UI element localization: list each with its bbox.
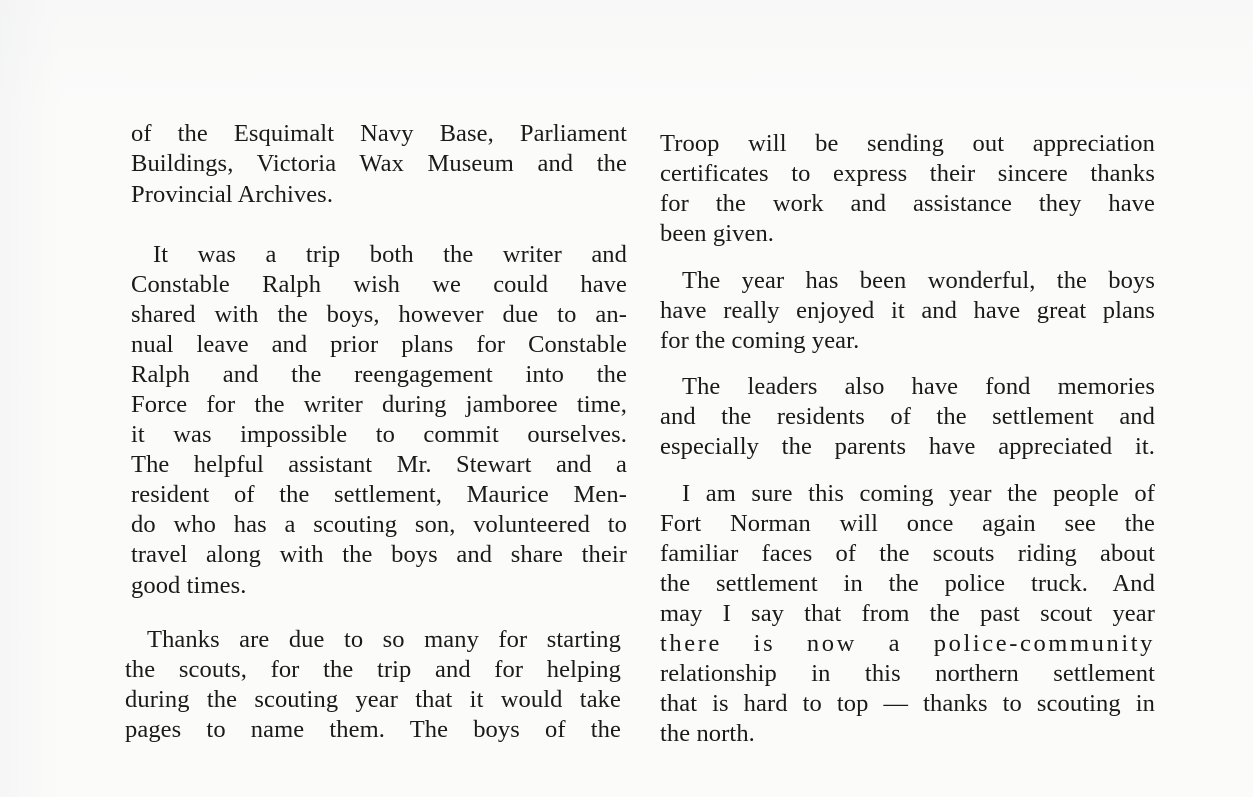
text-line: of the Esquimalt Navy Base, Parliament — [131, 120, 627, 147]
text-line: that is hard to top — thanks to scouting in — [660, 690, 1155, 717]
text-line: The helpful assistant Mr. Stewart and a — [131, 451, 627, 478]
text-line: may I say that from the past scout year — [660, 600, 1155, 627]
text-line: the scouts, for the trip and for helping — [125, 656, 621, 683]
text-line: travel along with the boys and share their — [131, 541, 627, 568]
text-line: there is now a police-community — [660, 630, 1155, 657]
text-line: especially the parents have appreciated it. — [660, 433, 1155, 460]
text-line: familiar faces of the scouts riding about — [660, 540, 1155, 567]
text-line: and the residents of the settlement and — [660, 403, 1155, 430]
text-line: during the scouting year that it would take — [125, 686, 621, 713]
text-line: I am sure this coming year the people of — [682, 480, 1155, 507]
text-line: The leaders also have fond memories — [682, 373, 1155, 400]
text-line: shared with the boys, however due to an- — [131, 301, 627, 328]
text-line: Thanks are due to so many for starting — [147, 626, 621, 653]
text-line: been given. — [660, 220, 775, 247]
text-line: Buildings, Victoria Wax Museum and the — [131, 150, 627, 177]
text-line: It was a trip both the writer and — [153, 241, 627, 268]
text-line: good times. — [131, 572, 247, 599]
text-line: certificates to express their sincere thanks — [660, 160, 1155, 187]
text-line: Provincial Archives. — [131, 181, 334, 208]
text-line: Troop will be sending out appreciation — [660, 130, 1155, 157]
text-line: Force for the writer during jamboree time, — [131, 391, 627, 418]
text-line: pages to name them. The boys of the — [125, 716, 621, 743]
text-line: have really enjoyed it and have great plans — [660, 297, 1155, 324]
text-line: Ralph and the reengagement into the — [131, 361, 627, 388]
text-line: the settlement in the police truck. And — [660, 570, 1155, 597]
text-line: Constable Ralph wish we could have — [131, 271, 627, 298]
text-line: relationship in this northern settlement — [660, 660, 1155, 687]
text-line: do who has a scouting son, volunteered to — [131, 511, 627, 538]
text-line: the north. — [660, 720, 755, 747]
text-line: nual leave and prior plans for Constable — [131, 331, 627, 358]
text-line: it was impossible to commit ourselves. — [131, 421, 627, 448]
text-line: for the coming year. — [660, 327, 860, 354]
text-line: for the work and assistance they have — [660, 190, 1155, 217]
text-line: Fort Norman will once again see the — [660, 510, 1155, 537]
text-line: The year has been wonderful, the boys — [682, 267, 1155, 294]
text-line: resident of the settlement, Maurice Men- — [131, 481, 627, 508]
